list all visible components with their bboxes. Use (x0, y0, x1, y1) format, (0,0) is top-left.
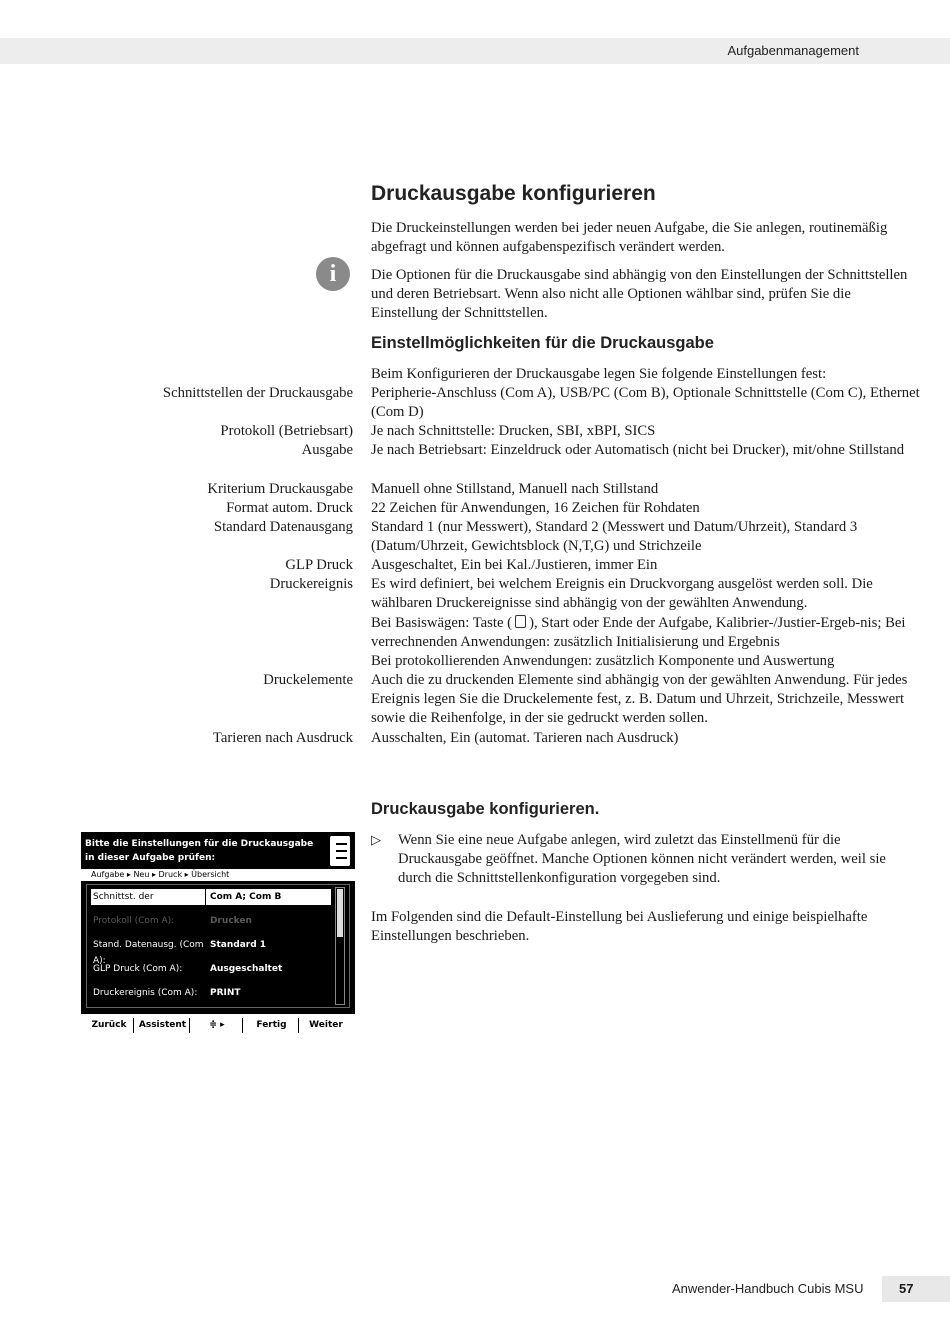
closing-paragraph: Im Folgenden sind die Default-Einstellung bei Auslieferung und einige beispielhafte Einstellungen beschrieben. (371, 909, 868, 945)
device-list-item[interactable] (91, 985, 331, 1001)
definition-label: Format autom. Druck (226, 500, 353, 516)
note-paragraph: Die Optionen für die Druckausgabe sind abhängig von den Einstellungen der Schnittstellen und deren Betriebsart. Wenn also nicht alle Optionen wählbar sind, prüfen Sie die Einstellung der Schnittstellen. (371, 267, 908, 322)
device-screenshot (81, 832, 355, 1037)
print-key-icon (515, 615, 526, 628)
definition-label: Tarieren nach Ausdruck (212, 730, 353, 746)
device-list-item[interactable] (91, 937, 331, 966)
footer-manual-title: Anwender-Handbuch Cubis MSU (672, 1281, 864, 1296)
device-item-value: Drucken (210, 916, 252, 926)
running-header (0, 38, 950, 64)
definition-label: Schnittstellen der Druckausgabe (162, 385, 353, 401)
definition-text-after: ), Start oder Ende der Aufgabe, Kalibrier-/Justier-Ergeb-nis; Bei verrechnenden Anwendungen: zusätzlich Initialisierung und Ergebnis (371, 615, 906, 651)
intro-paragraph: Die Druckeinstellungen werden bei jeder neuen Aufgabe, die Sie anlegen, routinemäßig abgefragt und können aufgabenspezifisch verändert werden. (371, 220, 888, 256)
definition-text: Standard 1 (nur Messwert), Standard 2 (Messwert und Datum/Uhrzeit), Standard 3 (Datum/Uhrzeit, Gewichtsblock (N,T,G) und Strichzeile (371, 519, 858, 555)
page-title: Druckausgabe konfigurieren (371, 182, 656, 205)
device-item-value: Com A; Com B (210, 892, 282, 902)
device-item-key: Protokoll (Com A): (93, 916, 175, 926)
device-button-bar (81, 1014, 355, 1037)
definition-label: Ausgabe (301, 442, 353, 458)
definition-label: Kriterium Druckausgabe (207, 481, 353, 497)
options-heading: Einstellmöglichkeiten für die Druckausgabe (371, 334, 714, 352)
device-settings-list (86, 884, 350, 1008)
device-prompt: Bitte die Einstellungen für die Druckausgabe in dieser Aufgabe prüfen: (85, 839, 314, 863)
definition-text: Ausschalten, Ein (automat. Tarieren nach Ausdruck) (371, 730, 679, 746)
device-list-item (91, 913, 331, 929)
definition-text: Je nach Betriebsart: Einzeldruck oder Automatisch (nicht bei Drucker), mit/ohne Stillstand (371, 442, 905, 458)
device-item-value: Ausgeschaltet (210, 964, 283, 974)
definition-label: Druckereignis (269, 576, 353, 592)
device-item-value: Standard 1 (210, 940, 267, 950)
device-list-item[interactable] (91, 889, 331, 918)
device-item-key: Druckereignis (Com A): (93, 988, 198, 998)
assistant-button[interactable]: Assistent (136, 1018, 190, 1033)
definition-text: Bei protokollierenden Anwendungen: zusätzlich Komponente und Auswertung (371, 653, 835, 669)
device-item-key: Schnittst. der Druckausg. (93, 889, 206, 921)
done-button[interactable]: Fertig (245, 1018, 299, 1033)
definition-text: 22 Zeichen für Anwendungen, 16 Zeichen für Rohdaten (371, 500, 700, 516)
device-breadcrumb: Aufgabe ▸ Neu ▸ Druck ▸ Übersicht (81, 869, 355, 881)
device-item-key: GLP Druck (Com A): (93, 964, 183, 974)
header-section-title: Aufgabenmanagement (727, 43, 859, 58)
navigation-arrows-button[interactable]: ≑ ▸ (192, 1018, 243, 1033)
info-icon: i (316, 257, 350, 291)
definition-text: Je nach Schnittstelle: Drucken, SBI, xBPI, SICS (371, 423, 656, 439)
menu-list-icon[interactable] (330, 836, 350, 866)
definition-text: Peripherie-Anschluss (Com A), USB/PC (Com B), Optionale Schnittstelle (Com C), Ethernet (Com D) (371, 385, 920, 421)
device-scrollbar[interactable] (335, 887, 345, 1005)
definition-text: Ausgeschaltet, Ein bei Kal./Justieren, immer Ein (371, 557, 658, 573)
definition-label: GLP Druck (285, 557, 353, 573)
definition-text: Manuell ohne Stillstand, Manuell nach Stillstand (371, 481, 659, 497)
device-item-value: PRINT (210, 988, 241, 998)
step-paragraph: Wenn Sie eine neue Aufgabe anlegen, wird zuletzt das Einstellmenü für die Druckausgabe geöffnet. Manche Optionen können nicht verändert werden, weil sie durch die Schnittstellenkonfiguration vorgegeben sind. (398, 832, 886, 887)
definition-label: Protokoll (Betriebsart) (220, 423, 353, 439)
page-number: 57 (882, 1276, 950, 1302)
definition-label: Standard Datenausgang (213, 519, 353, 535)
definition-text: Es wird definiert, bei welchem Ereignis ein Druckvorgang ausgelöst werden soll. Die wählbaren Druckereignisse sind abhängig von der gewählten Anwendung. (371, 576, 873, 612)
step-arrow-icon: ▷ (371, 832, 381, 847)
device-list-item[interactable] (91, 961, 331, 977)
definition-text-before: Bei Basiswägen: Taste ( (371, 615, 513, 631)
definition-text: Auch die zu druckenden Elemente sind abhängig von der gewählten Anwendung. Für jedes Ereignis legen Sie die Druckelemente fest, z. B. Datum und Uhrzeit, Strichzeile, Messwert sowie die Reihenfolge, in der sie gedruckt werden sollen. (371, 672, 908, 727)
definition-text (371, 614, 921, 652)
definition-label: Druckelemente (263, 672, 353, 688)
options-intro: Beim Konfigurieren der Druckausgabe legen Sie folgende Einstellungen fest: (371, 366, 827, 382)
next-button[interactable]: Weiter (309, 1020, 343, 1030)
back-button[interactable]: Zurück (85, 1018, 134, 1033)
steps-heading: Druckausgabe konfigurieren. (371, 800, 600, 818)
device-item-key: Stand. Datenausg. (Com A): (93, 940, 204, 966)
